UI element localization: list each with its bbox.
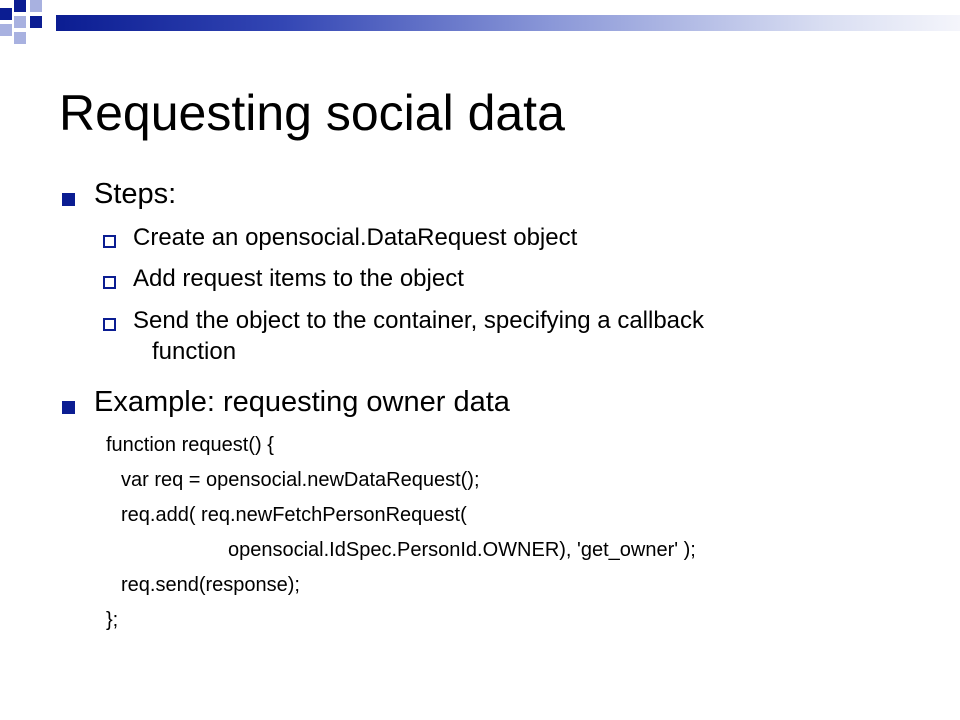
- header-square-navy: [0, 8, 12, 20]
- sub-bullet-hollow-square-icon: [103, 318, 116, 331]
- bullet-example: Example: requesting owner data: [94, 386, 510, 418]
- header-square-navy: [30, 16, 42, 28]
- sub-bullet-hollow-square-icon: [103, 276, 116, 289]
- code-line: var req = opensocial.newDataRequest();: [121, 469, 480, 491]
- header-square-navy: [14, 0, 26, 12]
- code-line: };: [106, 609, 119, 631]
- sub-bullet-send-object: Send the object to the container, specifying a callback: [133, 307, 705, 334]
- header-square-light: [0, 24, 12, 36]
- slide-title: Requesting social data: [59, 85, 565, 141]
- header-gradient-bar: [56, 15, 960, 31]
- bullet-steps: Steps:: [94, 178, 177, 210]
- sub-bullet-create-request: Create an opensocial.DataRequest object: [133, 224, 578, 251]
- sub-bullet-send-object-continued: function: [152, 338, 237, 365]
- header-square-light: [14, 16, 26, 28]
- bullet-square-icon: [62, 193, 75, 206]
- sub-bullet-add-items: Add request items to the object: [133, 265, 464, 292]
- code-line: function request() {: [106, 434, 274, 456]
- sub-bullet-hollow-square-icon: [103, 235, 116, 248]
- bullet-square-icon: [62, 401, 75, 414]
- code-line: opensocial.IdSpec.PersonId.OWNER), 'get_owner' );: [228, 539, 696, 561]
- header-square-light: [30, 0, 42, 12]
- code-line: req.send(response);: [121, 574, 300, 596]
- header-square-light: [14, 32, 26, 44]
- code-line: req.add( req.newFetchPersonRequest(: [121, 504, 467, 526]
